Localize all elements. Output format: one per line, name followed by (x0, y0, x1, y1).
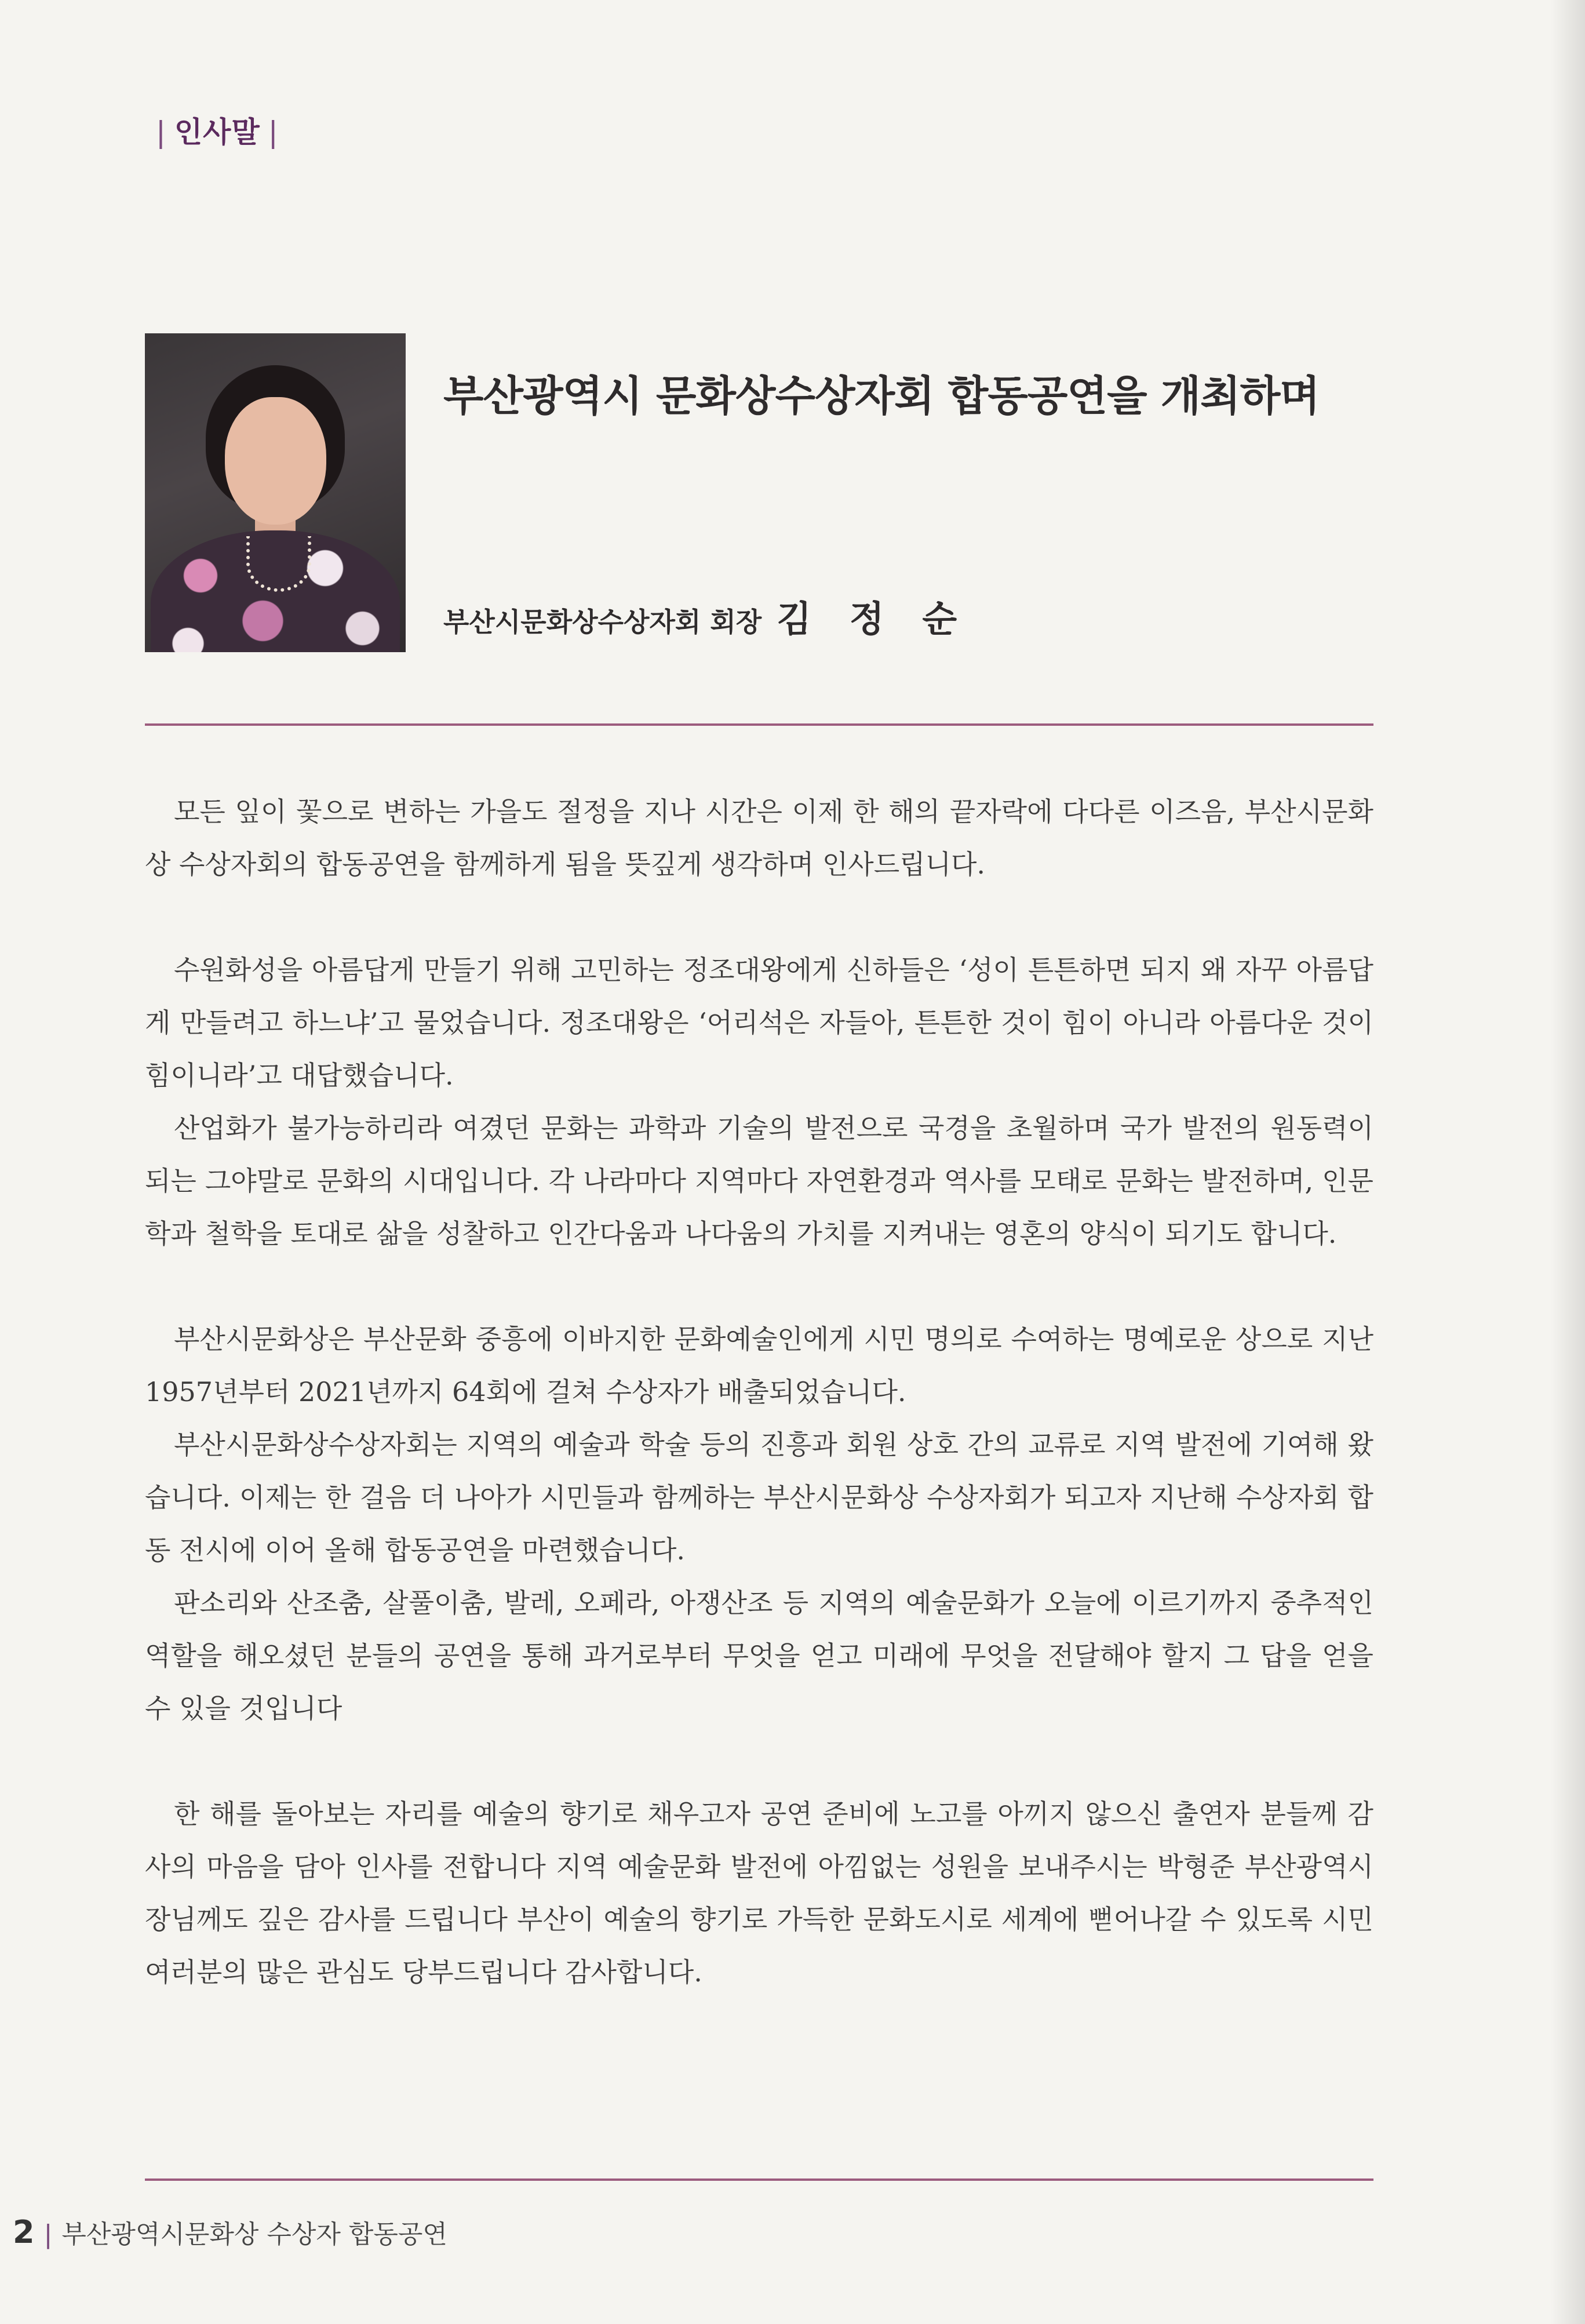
footer-separator: | (43, 2220, 53, 2249)
author-line (443, 590, 970, 642)
section-tag-bar-left: | (156, 115, 166, 149)
top-divider (145, 723, 1373, 726)
paragraph-7: 한 해를 돌아보는 자리를 예술의 향기로 채우고자 공연 준비에 노고를 아끼지 않으신 출연자 분들께 감사의 마음을 담아 인사를 전합니다 지역 예술문화 발전에 아낌없는 성원을 보내주시는 박형준 부산광역시장님께도 깊은 감사를 드립니다 부산이 예술의 향기로 가득한 문화도시로 세계에 뻗어나갈 수 있도록 시민 여러분의 많은 관심도 당부드립니다 감사합니다. (145, 1798, 1373, 1988)
author-name: 김 정 순 (777, 598, 970, 640)
paragraph-1: 모든 잎이 꽃으로 변하는 가을도 절정을 지나 시간은 이제 한 해의 끝자락에 다다른 이즈음, 부산시문화상 수상자회의 합동공연을 함께하게 됨을 뜻깊게 생각하며 인사드립니다. (145, 796, 1373, 880)
author-role: 부산시문화상수상자회 회장 (443, 606, 762, 638)
section-tag (148, 109, 287, 151)
portrait-face (225, 397, 326, 525)
bottom-divider (145, 2178, 1373, 2181)
page-number: 2 (13, 2214, 35, 2250)
paragraph-4: 부산시문화상은 부산문화 중흥에 이바지한 문화예술인에게 시민 명의로 수여하는 명예로운 상으로 지난 1957년부터 2021년까지 64회에 걸쳐 수상자가 배출되었습니다. (145, 1323, 1373, 1408)
paragraph-2: 수원화성을 아름답게 만들기 위해 고민하는 정조대왕에게 신하들은 ‘성이 튼튼하면 되지 왜 자꾸 아름답게 만들려고 하느냐’고 물었습니다. 정조대왕은 ‘어리석은 자들아, 튼튼한 것이 힘이 아니라 아름다운 것이 힘이니라’고 대답했습니다. (145, 954, 1373, 1091)
greeting-body (145, 785, 1373, 1999)
section-tag-bar-right: | (268, 115, 279, 149)
page-footer (13, 2213, 447, 2250)
paragraph-3: 산업화가 불가능하리라 여겼던 문화는 과학과 기술의 발전으로 국경을 초월하며 국가 발전의 원동력이 되는 그야말로 문화의 시대입니다. 각 나라마다 지역마다 자연환경과 역사를 모태로 문화는 발전하며, 인문학과 철학을 토대로 삶을 성찰하고 인간다움과 나다움의 가치를 지켜내는 영혼의 양식이 되기도 합니다. (145, 1112, 1373, 1249)
page-title: 부산광역시 문화상수상자회 합동공연을 개최하며 (443, 372, 1320, 420)
paragraph-6: 판소리와 산조춤, 살풀이춤, 발레, 오페라, 아쟁산조 등 지역의 예술문화가 오늘에 이르기까지 중추적인 역할을 해오셨던 분들의 공연을 통해 과거로부터 무엇을 얻고 미래에 무엇을 전달해야 할지 그 답을 얻을 수 있을 것입니다 (145, 1587, 1373, 1724)
portrait-necklace (246, 536, 311, 592)
paragraph-5: 부산시문화상수상자회는 지역의 예술과 학술 등의 진흥과 회원 상호 간의 교류로 지역 발전에 기여해 왔습니다. 이제는 한 걸음 더 나아가 시민들과 함께하는 부산시문화상 수상자회가 되고자 지난해 수상자회 합동 전시에 이어 올해 합동공연을 마련했습니다. (145, 1429, 1373, 1566)
page-edge-shadow (1550, 0, 1585, 2324)
section-tag-label: 인사말 (174, 115, 260, 149)
author-portrait (145, 333, 406, 652)
publication-title: 부산광역시문화상 수상자 합동공연 (61, 2220, 447, 2249)
